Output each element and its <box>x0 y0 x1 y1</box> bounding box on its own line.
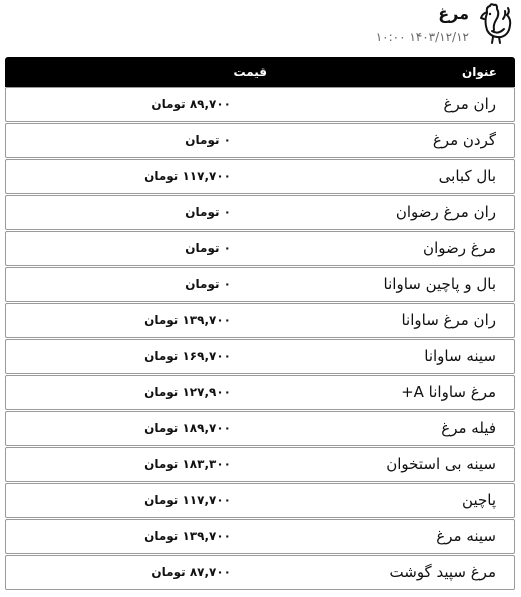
item-price: ۱۶۹,۷۰۰ تومان <box>144 349 231 363</box>
table-row <box>5 123 515 158</box>
item-name: گردن مرغ <box>432 131 496 149</box>
item-name: بال و پاچین ساوانا <box>383 275 496 293</box>
page-title: مرغ <box>438 4 469 23</box>
item-price: ۰ تومان <box>185 205 231 219</box>
table-row <box>5 339 515 374</box>
item-name: مرغ سپید گوشت <box>389 563 496 581</box>
item-price: ۱۳۹,۷۰۰ تومان <box>144 313 231 327</box>
column-header-price: قیمت <box>233 65 267 79</box>
item-price: ۱۲۷,۹۰۰ تومان <box>144 385 231 399</box>
item-price: ۸۷,۷۰۰ تومان <box>151 565 231 579</box>
item-price: ۱۸۳,۳۰۰ تومان <box>144 457 231 471</box>
item-price: ۰ تومان <box>185 277 231 291</box>
table-row <box>5 231 515 266</box>
price-table <box>5 57 515 591</box>
item-price: ۱۱۷,۷۰۰ تومان <box>144 493 231 507</box>
table-row <box>5 519 515 554</box>
item-price: ۰ تومان <box>185 241 231 255</box>
item-name: بال کبابی <box>438 167 496 185</box>
table-row <box>5 303 515 338</box>
item-name: فیله مرغ <box>441 419 496 437</box>
item-price: ۱۳۹,۷۰۰ تومان <box>144 529 231 543</box>
datetime: ۱۴۰۳/۱۲/۱۲ ۱۰:۰۰ <box>375 30 469 44</box>
table-row <box>5 267 515 302</box>
item-name: سینه ساوانا <box>424 347 496 365</box>
item-name: ران مرغ رضوان <box>395 203 496 221</box>
table-row <box>5 375 515 410</box>
table-header <box>5 57 515 87</box>
item-name: سینه مرغ <box>436 527 496 545</box>
item-name: پاچین <box>462 491 496 509</box>
table-row <box>5 447 515 482</box>
column-header-title: عنوان <box>462 65 497 79</box>
item-name: سینه بی استخوان <box>386 455 496 473</box>
table-row <box>5 483 515 518</box>
item-price: ۸۹,۷۰۰ تومان <box>151 97 231 111</box>
table-row <box>5 411 515 446</box>
table-row <box>5 87 515 122</box>
table-row <box>5 555 515 590</box>
item-price: ۱۸۹,۷۰۰ تومان <box>144 421 231 435</box>
item-name: مرغ رضوان <box>423 239 496 257</box>
table-row <box>5 195 515 230</box>
item-name: مرغ ساوانا A+ <box>401 383 496 401</box>
item-name: ران مرغ ساوانا <box>401 311 496 329</box>
item-price: ۱۱۷,۷۰۰ تومان <box>144 169 231 183</box>
table-row <box>5 159 515 194</box>
item-price: ۰ تومان <box>185 133 231 147</box>
chicken-icon <box>477 3 513 45</box>
item-name: ران مرغ <box>443 95 496 113</box>
header <box>0 0 521 56</box>
